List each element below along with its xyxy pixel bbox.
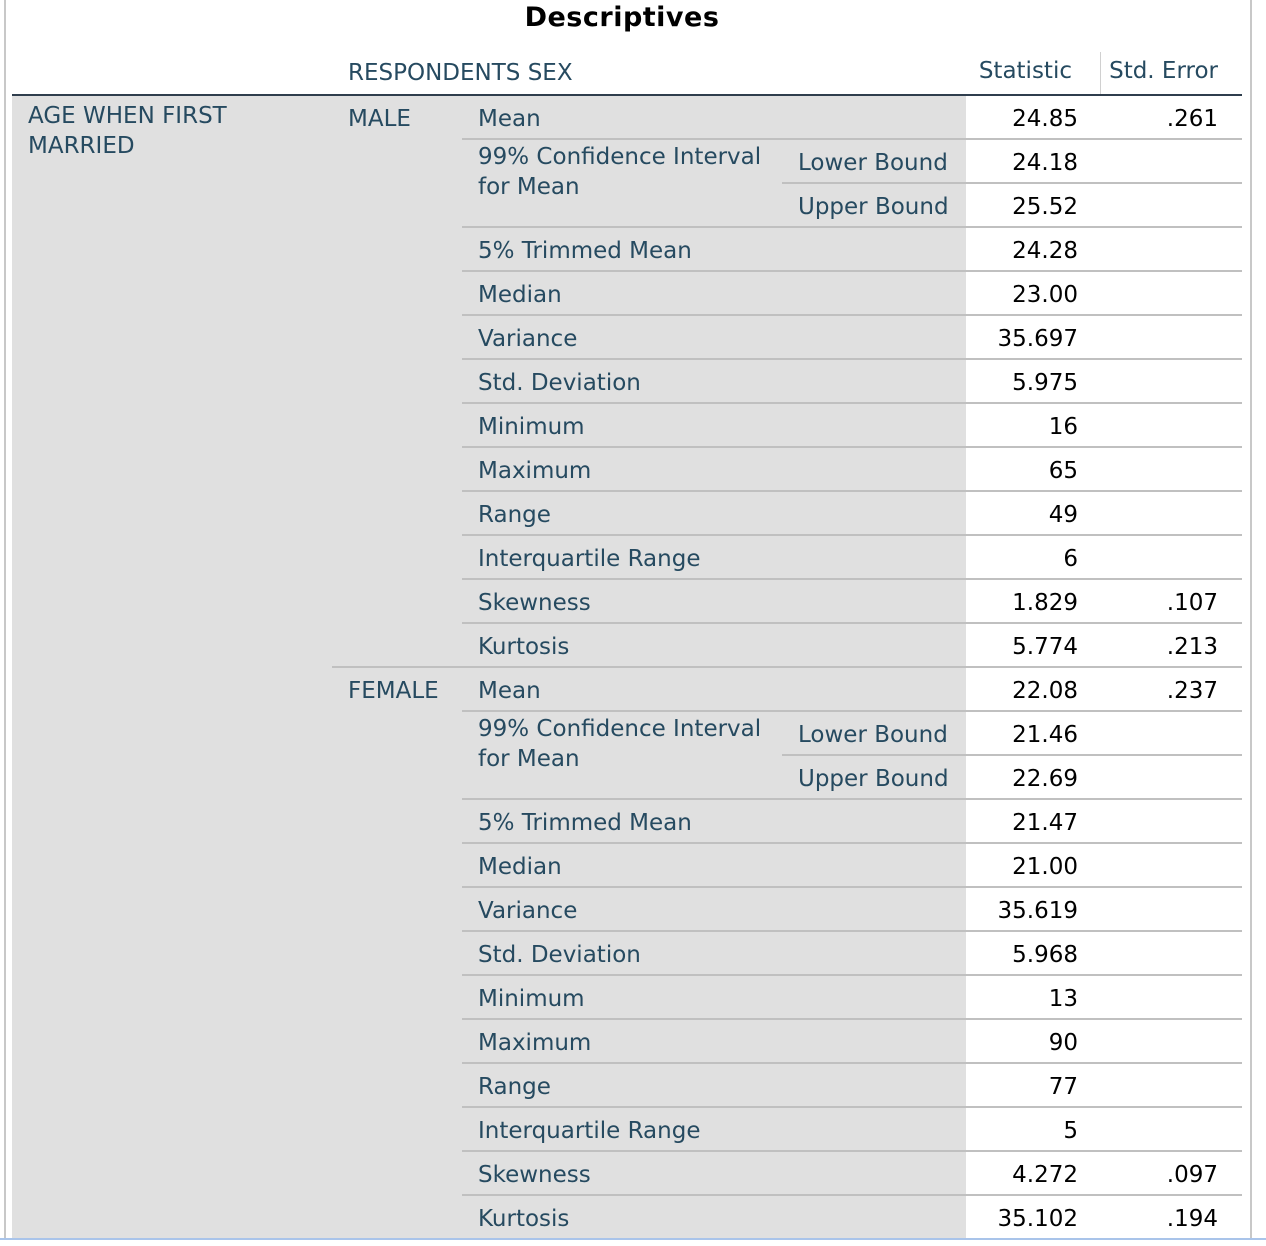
header-statistic: Statistic [978,58,1072,84]
std-error-value: .097 [1166,1162,1218,1188]
row-divider [462,930,1242,932]
lower-bound-label: Lower Bound [798,150,948,176]
ci-label-line2: for Mean [478,746,580,772]
std-error-value: .107 [1166,590,1218,616]
stat-label: Range [478,1074,551,1100]
upper-bound-value: 25.52 [1012,194,1078,220]
viewer-bottom-edge [0,1238,1266,1240]
statistic-value: 5 [1063,1118,1078,1144]
row-divider [462,402,1242,404]
row-divider [462,1018,1242,1020]
row-divider [462,622,1242,624]
stat-label: Skewness [478,1162,591,1188]
statistic-value: 6 [1063,546,1078,572]
lower-bound-value: 24.18 [1012,150,1078,176]
stat-label: Minimum [478,414,585,440]
stat-label: Skewness [478,590,591,616]
group-label: MALE [348,106,411,132]
std-error-value: .261 [1166,106,1218,132]
stat-label: Median [478,854,562,880]
variable-label-line1: AGE WHEN FIRST [28,103,227,129]
ci-label-line1: 99% Confidence Interval [478,144,762,170]
row-divider [462,358,1242,360]
stat-label: Variance [478,326,578,352]
stat-label-mean: Mean [478,106,541,132]
statistic-value: 5.774 [1012,634,1078,660]
output-frame-left-border [4,0,6,1238]
row-divider [462,886,1242,888]
std-error-value: .194 [1166,1206,1218,1232]
lower-bound-label: Lower Bound [798,722,948,748]
row-divider [462,270,1242,272]
stat-label: Maximum [478,458,592,484]
row-divider [782,754,1242,756]
statistic-value: 65 [1048,458,1078,484]
row-divider [462,1194,1242,1196]
row-divider [462,534,1242,536]
upper-bound-label: Upper Bound [798,194,949,220]
ci-label-line2: for Mean [478,174,580,200]
upper-bound-label: Upper Bound [798,766,949,792]
statistic-value: 22.08 [1012,678,1078,704]
stat-label: Kurtosis [478,634,570,660]
stat-label: Range [478,502,551,528]
statistic-value: 90 [1048,1030,1078,1056]
std-error-value: .213 [1166,634,1218,660]
row-divider [462,710,1242,712]
variable-label-line2: MARRIED [28,133,135,159]
statistic-value: 23.00 [1012,282,1078,308]
row-divider [462,138,1242,140]
group-label: FEMALE [348,678,439,704]
statistic-value: 35.102 [997,1206,1078,1232]
header-respondents-sex: RESPONDENTS SEX [348,60,573,86]
statistic-value: 35.619 [997,898,1078,924]
output-frame-right-border [1250,0,1252,1238]
table-title: Descriptives [524,2,720,33]
statistic-value: 24.85 [1012,106,1078,132]
stat-label: Maximum [478,1030,592,1056]
row-divider [462,974,1242,976]
statistic-value: 21.47 [1012,810,1078,836]
statistic-value: 16 [1048,414,1078,440]
stat-label: 5% Trimmed Mean [478,238,692,264]
statistic-value: 1.829 [1012,590,1078,616]
row-divider [462,1150,1242,1152]
row-divider [782,182,1242,184]
row-divider [462,490,1242,492]
statistic-value: 21.00 [1012,854,1078,880]
header-std-error: Std. Error [1109,58,1218,84]
stat-label: 5% Trimmed Mean [478,810,692,836]
header-divider [1100,52,1101,94]
ci-label-line1: 99% Confidence Interval [478,716,762,742]
statistic-value: 13 [1048,986,1078,1012]
row-divider [462,578,1242,580]
stat-label: Kurtosis [478,1206,570,1232]
row-divider [462,226,1242,228]
stat-label-mean: Mean [478,678,541,704]
row-divider [462,314,1242,316]
statistic-value: 4.272 [1012,1162,1078,1188]
row-divider [462,1106,1242,1108]
row-divider [462,842,1242,844]
std-error-value: .237 [1166,678,1218,704]
statistic-value: 77 [1048,1074,1078,1100]
statistic-value: 24.28 [1012,238,1078,264]
statistic-value: 5.968 [1012,942,1078,968]
row-divider [462,1062,1242,1064]
stat-label: Std. Deviation [478,942,641,968]
row-divider [462,446,1242,448]
stat-label: Variance [478,898,578,924]
stat-label: Interquartile Range [478,1118,701,1144]
stat-label: Interquartile Range [478,546,701,572]
group-divider [332,666,1242,668]
upper-bound-value: 22.69 [1012,766,1078,792]
row-divider [462,798,1242,800]
statistic-value: 49 [1048,502,1078,528]
stat-label: Std. Deviation [478,370,641,396]
stat-label: Minimum [478,986,585,1012]
statistic-value: 5.975 [1012,370,1078,396]
lower-bound-value: 21.46 [1012,722,1078,748]
statistic-value: 35.697 [997,326,1078,352]
stat-label: Median [478,282,562,308]
